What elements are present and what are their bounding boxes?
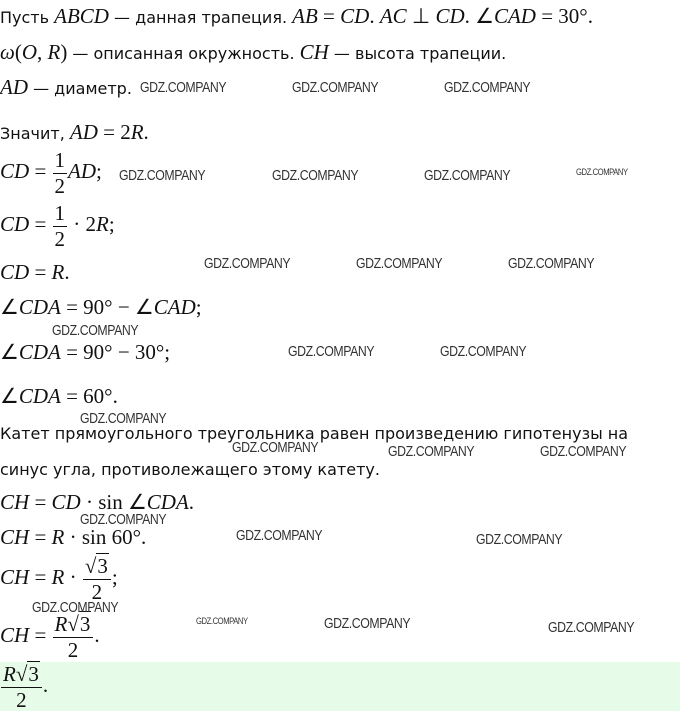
math-var: CD: [340, 4, 370, 28]
cd-half-ad-line: [0, 150, 102, 197]
ch-sqrt-line: [0, 556, 118, 603]
math-var: CD: [0, 260, 30, 284]
text: синус угла, противолежащего этому катету.: [0, 460, 380, 479]
numerator: [53, 614, 94, 638]
watermark: GDZ.COMPANY: [236, 527, 323, 544]
watermark: GDZ.COMPANY: [540, 443, 627, 460]
watermark: GDZ.COMPANY: [80, 511, 167, 528]
math-op: ·: [64, 565, 82, 589]
cd-equals-r-line: [0, 260, 70, 285]
angle-cda-result-line: [0, 384, 118, 409]
math-op: = 30°.: [535, 4, 593, 28]
watermark: GDZ.COMPANY: [424, 167, 511, 184]
watermark: GDZ.COMPANY: [548, 619, 635, 636]
math-var: CAD: [153, 295, 196, 319]
math-op: .: [369, 4, 380, 28]
math-op: · 2: [68, 212, 97, 236]
math-op: · sin 60°.: [64, 525, 147, 549]
math-op: = 90° − 30°;: [60, 340, 171, 364]
watermark: GDZ.COMPANY: [80, 410, 167, 427]
math-var: O: [21, 40, 37, 64]
watermark: GDZ.COMPANY: [196, 616, 248, 626]
square-root: √3: [15, 662, 39, 686]
math-op: .: [64, 260, 70, 284]
radicand: 3: [79, 612, 91, 636]
math-op: =: [29, 260, 52, 284]
math-var: CH: [0, 623, 30, 647]
text: — описанная окружность.: [67, 44, 300, 63]
fraction: [1, 664, 42, 711]
watermark: GDZ.COMPANY: [288, 343, 375, 360]
square-root: √3: [84, 554, 108, 578]
math-op: =: [29, 525, 52, 549]
watermark: GDZ.COMPANY: [204, 255, 291, 272]
ch-subst-line: [0, 525, 146, 550]
math-var: CDA: [18, 384, 61, 408]
math-op: ;: [108, 212, 115, 236]
denominator: 2: [67, 638, 79, 662]
math-var: AD: [0, 75, 28, 99]
denominator: 2: [54, 227, 66, 251]
math-var: CD: [0, 159, 30, 183]
numerator: [83, 556, 111, 580]
watermark: GDZ.COMPANY: [324, 615, 411, 632]
math-var: R: [54, 612, 68, 636]
numerator: 1: [54, 201, 66, 225]
watermark: GDZ.COMPANY: [440, 343, 527, 360]
math-var: CD: [0, 212, 30, 236]
diameter-line: [0, 75, 132, 100]
math-var: AB: [292, 4, 318, 28]
math-var: R: [3, 662, 16, 686]
math-var: CH: [299, 40, 329, 64]
math-var: R: [51, 565, 65, 589]
fraction: [53, 203, 68, 250]
math-var: ω: [0, 40, 15, 64]
math-var: AD: [69, 120, 98, 144]
numerator: [1, 664, 42, 688]
watermark: GDZ.COMPANY: [444, 79, 531, 96]
text: — диаметр.: [28, 79, 132, 98]
radicand: 3: [97, 554, 108, 578]
math-op: ;: [111, 565, 118, 589]
math-var: CDA: [18, 340, 61, 364]
math-op: · sin ∠: [80, 490, 147, 514]
radicand: 3: [28, 662, 39, 686]
math-op: =: [29, 212, 52, 236]
math-op: ): [60, 40, 68, 64]
math-var: AD: [68, 159, 97, 183]
math-var: CDA: [146, 490, 189, 514]
math-op: = 90° − ∠: [60, 295, 154, 319]
answer-box: [0, 662, 680, 711]
text: — данная трапеция.: [108, 8, 293, 27]
denominator: 2: [16, 688, 27, 712]
circle-line: [0, 40, 506, 65]
math-var: R: [51, 525, 65, 549]
watermark: GDZ.COMPANY: [388, 443, 475, 460]
text: Катет прямоугольного треугольника равен произведению гипотенузы на: [0, 424, 629, 443]
math-op: .: [94, 623, 100, 647]
ch-result-line: [0, 614, 100, 661]
math-op: .: [143, 120, 149, 144]
watermark: GDZ.COMPANY: [476, 531, 563, 548]
watermark: GDZ.COMPANY: [356, 255, 443, 272]
math-var: CD: [51, 490, 81, 514]
math-var: R: [51, 260, 65, 284]
fraction: [53, 614, 94, 661]
math-var: CH: [0, 565, 30, 589]
text: Пусть: [0, 8, 55, 27]
watermark: GDZ.COMPANY: [272, 167, 359, 184]
answer-line: [0, 664, 48, 711]
square-root: √3: [67, 612, 91, 636]
math-op: ⊥: [406, 4, 436, 28]
math-var: AC: [379, 4, 407, 28]
rule-text-line: [0, 460, 380, 479]
math-op: .: [188, 490, 195, 514]
math-op: (: [14, 40, 22, 64]
math-op: . ∠: [464, 4, 494, 28]
text: — высота трапеции.: [328, 44, 507, 63]
watermark: GDZ.COMPANY: [232, 439, 319, 456]
math-var: CAD: [493, 4, 536, 28]
math-var: CD: [435, 4, 465, 28]
math-op: = 60°.: [60, 384, 118, 408]
math-var: R: [130, 120, 144, 144]
math-op: =: [29, 490, 52, 514]
numerator: 1: [54, 148, 66, 172]
math-var: CH: [0, 490, 30, 514]
fraction: [53, 150, 68, 197]
cd-half-2r-line: [0, 203, 115, 250]
math-op: ;: [195, 295, 202, 319]
angle-cda-subst-line: [0, 340, 170, 365]
watermark: GDZ.COMPANY: [52, 322, 139, 339]
watermark: GDZ.COMPANY: [292, 79, 379, 96]
watermark: GDZ.COMPANY: [576, 167, 628, 177]
text: Значит,: [0, 124, 70, 143]
statement-line: [0, 4, 593, 29]
denominator: 2: [54, 174, 66, 198]
angle-cda-formula-line: [0, 295, 202, 320]
watermark: GDZ.COMPANY: [508, 255, 595, 272]
math-op: = 2: [97, 120, 131, 144]
math-op: ∠: [0, 384, 19, 408]
watermark: GDZ.COMPANY: [32, 599, 119, 616]
math-op: =: [29, 159, 52, 183]
fraction: [83, 556, 111, 603]
math-var: R: [47, 40, 61, 64]
watermark: GDZ.COMPANY: [140, 79, 227, 96]
denominator: 2: [91, 580, 103, 604]
math-op: .: [42, 673, 49, 697]
watermark: GDZ.COMPANY: [119, 167, 206, 184]
math-var: R: [96, 212, 109, 236]
math-var: CH: [0, 525, 30, 549]
math-var: ABCD: [54, 4, 109, 28]
math-op: =: [29, 565, 52, 589]
math-op: ;: [96, 159, 102, 183]
math-op: =: [317, 4, 341, 28]
math-op: ∠: [0, 295, 19, 319]
math-op: =: [29, 623, 52, 647]
math-op: ,: [37, 40, 48, 64]
math-op: ∠: [0, 340, 19, 364]
ad-equals-line: [0, 120, 149, 145]
math-var: CDA: [18, 295, 61, 319]
